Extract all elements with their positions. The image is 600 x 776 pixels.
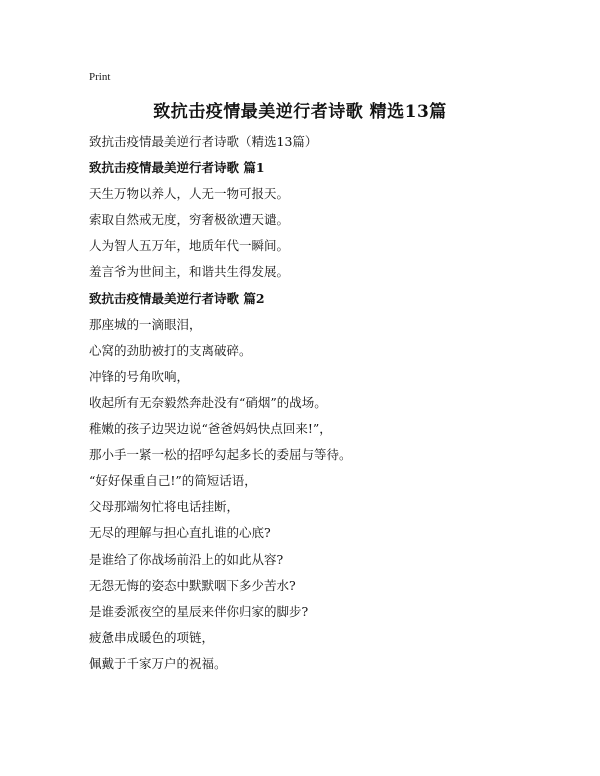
text-line: 致抗击疫情最美逆行者诗歌（精选13篇）	[89, 134, 318, 149]
text-line: 父母那端匆忙将电话挂断，	[89, 499, 240, 515]
text-line: “好好保重自己!”的简短话语，	[89, 473, 257, 489]
text-line: 天生万物以养人，人无一物可报天。	[89, 186, 290, 202]
text-line: 是谁给了你战场前沿上的如此从容?	[89, 551, 284, 567]
text-line: 人为智人五万年，地质年代一瞬间。	[89, 238, 290, 254]
text-line: 冲锋的号角吹响，	[89, 368, 190, 384]
text-line: 稚嫩的孩子边哭边说“爸爸妈妈快点回来!”，	[89, 421, 332, 437]
text-line: 是谁委派夜空的星辰来伴你归家的脚步?	[89, 603, 309, 619]
text-line: 佩戴于千家万户的祝福。	[89, 655, 227, 671]
text-line: 那小手一紧一松的招呼勾起多长的委屈与等待。	[89, 447, 352, 463]
document-body	[89, 129, 559, 677]
text-line: 无怨无悔的姿态中默默咽下多少苦水?	[89, 577, 296, 593]
text-line: 羞言爷为世间主，和谐共生得发展。	[89, 264, 290, 280]
section-heading: 致抗击疫情最美逆行者诗歌 篇1	[89, 160, 265, 176]
text-line: 心窝的劲肋被打的支离破碎。	[89, 342, 252, 358]
text-line: 收起所有无奈毅然奔赴没有“硝烟”的战场。	[89, 394, 327, 410]
document-title: 致抗击疫情最美逆行者诗歌 精选13篇	[153, 102, 447, 122]
text-line: 无尽的理解与担心直扎谁的心底?	[89, 525, 271, 541]
section-heading: 致抗击疫情最美逆行者诗歌 篇2	[89, 290, 265, 306]
print-label: Print	[89, 71, 111, 83]
text-line: 那座城的一滴眼泪，	[89, 316, 202, 332]
text-line: 疲惫串成暖色的项链，	[89, 629, 215, 645]
text-line: 索取自然戒无度，穷奢极欲遭天谴。	[89, 212, 290, 228]
